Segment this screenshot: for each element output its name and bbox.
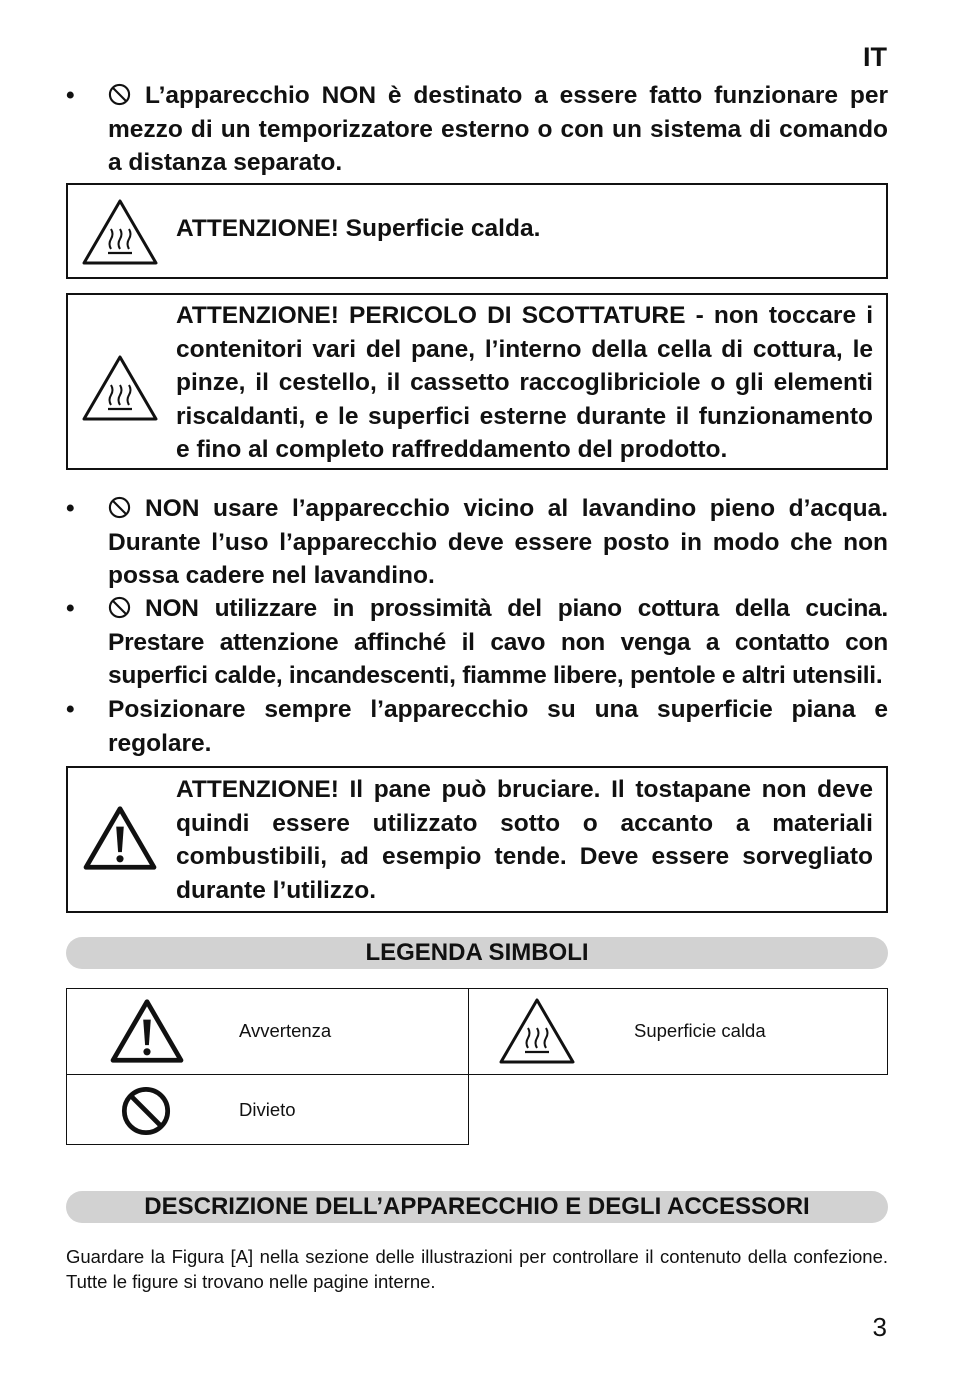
prohibition-icon bbox=[108, 83, 131, 106]
legend-label: Avvertenza bbox=[239, 1020, 332, 1041]
warning-box-bread bbox=[66, 766, 888, 913]
bullet-dot: • bbox=[66, 495, 75, 522]
hot-surface-icon bbox=[80, 353, 160, 423]
warning-icon bbox=[109, 997, 185, 1065]
language-code: IT bbox=[863, 42, 887, 72]
warning-text: ATTENZIONE! Il pane può bruciare. Il tostapane non deve quindi essere utilizzato sotto o accanto a materiali combustibili, ad esempio tende. Deve essere sorvegliato durante l’utilizzo. bbox=[176, 776, 873, 904]
legend-label: Superficie calda bbox=[634, 1020, 766, 1041]
bullet-item bbox=[66, 79, 888, 180]
hot-surface-icon bbox=[497, 996, 577, 1066]
bullet-dot: • bbox=[66, 82, 75, 109]
page-number: 3 bbox=[872, 1312, 887, 1342]
warning-icon bbox=[82, 804, 158, 872]
bullet-item bbox=[66, 693, 888, 760]
warning-text: ATTENZIONE! Superficie calda. bbox=[176, 215, 541, 242]
bullet-text: NON usare l’apparecchio vicino al lavandino pieno d’acqua. Durante l’uso l’apparecchio deve essere posto in modo che non possa cadere nel lavandino. bbox=[108, 495, 888, 589]
bullet-text: NON utilizzare in prossimità del piano cottura della cucina. Prestare attenzione affinché il cavo non venga a contatto con superfici calde, incandescenti, fiamme libere, pentole e altri utensili. bbox=[108, 595, 888, 689]
prohibition-icon bbox=[120, 1085, 172, 1137]
bullet-dot: • bbox=[66, 595, 75, 622]
bullet-item bbox=[66, 492, 888, 593]
bullet-item bbox=[66, 592, 888, 693]
prohibition-icon bbox=[108, 496, 131, 519]
bullet-dot: • bbox=[66, 696, 75, 723]
description-title: DESCRIZIONE DELL’APPARECCHIO E DEGLI ACCESSORI bbox=[66, 1191, 888, 1223]
legend-cell bbox=[67, 989, 469, 1075]
description-text: Guardare la Figura [A] nella sezione delle illustrazioni per controllare il contenuto della confezione. Tutte le figure si trovano nelle pagine interne. bbox=[66, 1246, 888, 1292]
prohibition-icon bbox=[108, 596, 131, 619]
bullet-text: L’apparecchio NON è destinato a essere fatto funzionare per mezzo di un temporizzatore esterno o con un sistema di comando a distanza separato. bbox=[108, 82, 888, 176]
legend-cell-empty bbox=[469, 1075, 888, 1145]
warning-text: ATTENZIONE! PERICOLO DI SCOTTATURE - non toccare i contenitori vari del pane, l’interno della cella di cottura, le pinze, il cestello, il cassetto raccoglibriciole o gli elementi riscaldanti, e le superfici esterne durante il funzionamento e fino al completo raffreddamento del prodotto. bbox=[176, 302, 873, 463]
warning-box-burn-danger bbox=[66, 293, 888, 470]
legend-cell bbox=[469, 989, 888, 1075]
legend-title: LEGENDA SIMBOLI bbox=[66, 937, 888, 969]
warning-box-hot-surface bbox=[66, 183, 888, 279]
legend-cell bbox=[67, 1075, 469, 1145]
hot-surface-icon bbox=[80, 197, 160, 267]
legend-table bbox=[66, 988, 888, 1145]
bullet-text: Posizionare sempre l’apparecchio su una superficie piana e regolare. bbox=[108, 696, 888, 757]
legend-label: Divieto bbox=[239, 1099, 296, 1120]
